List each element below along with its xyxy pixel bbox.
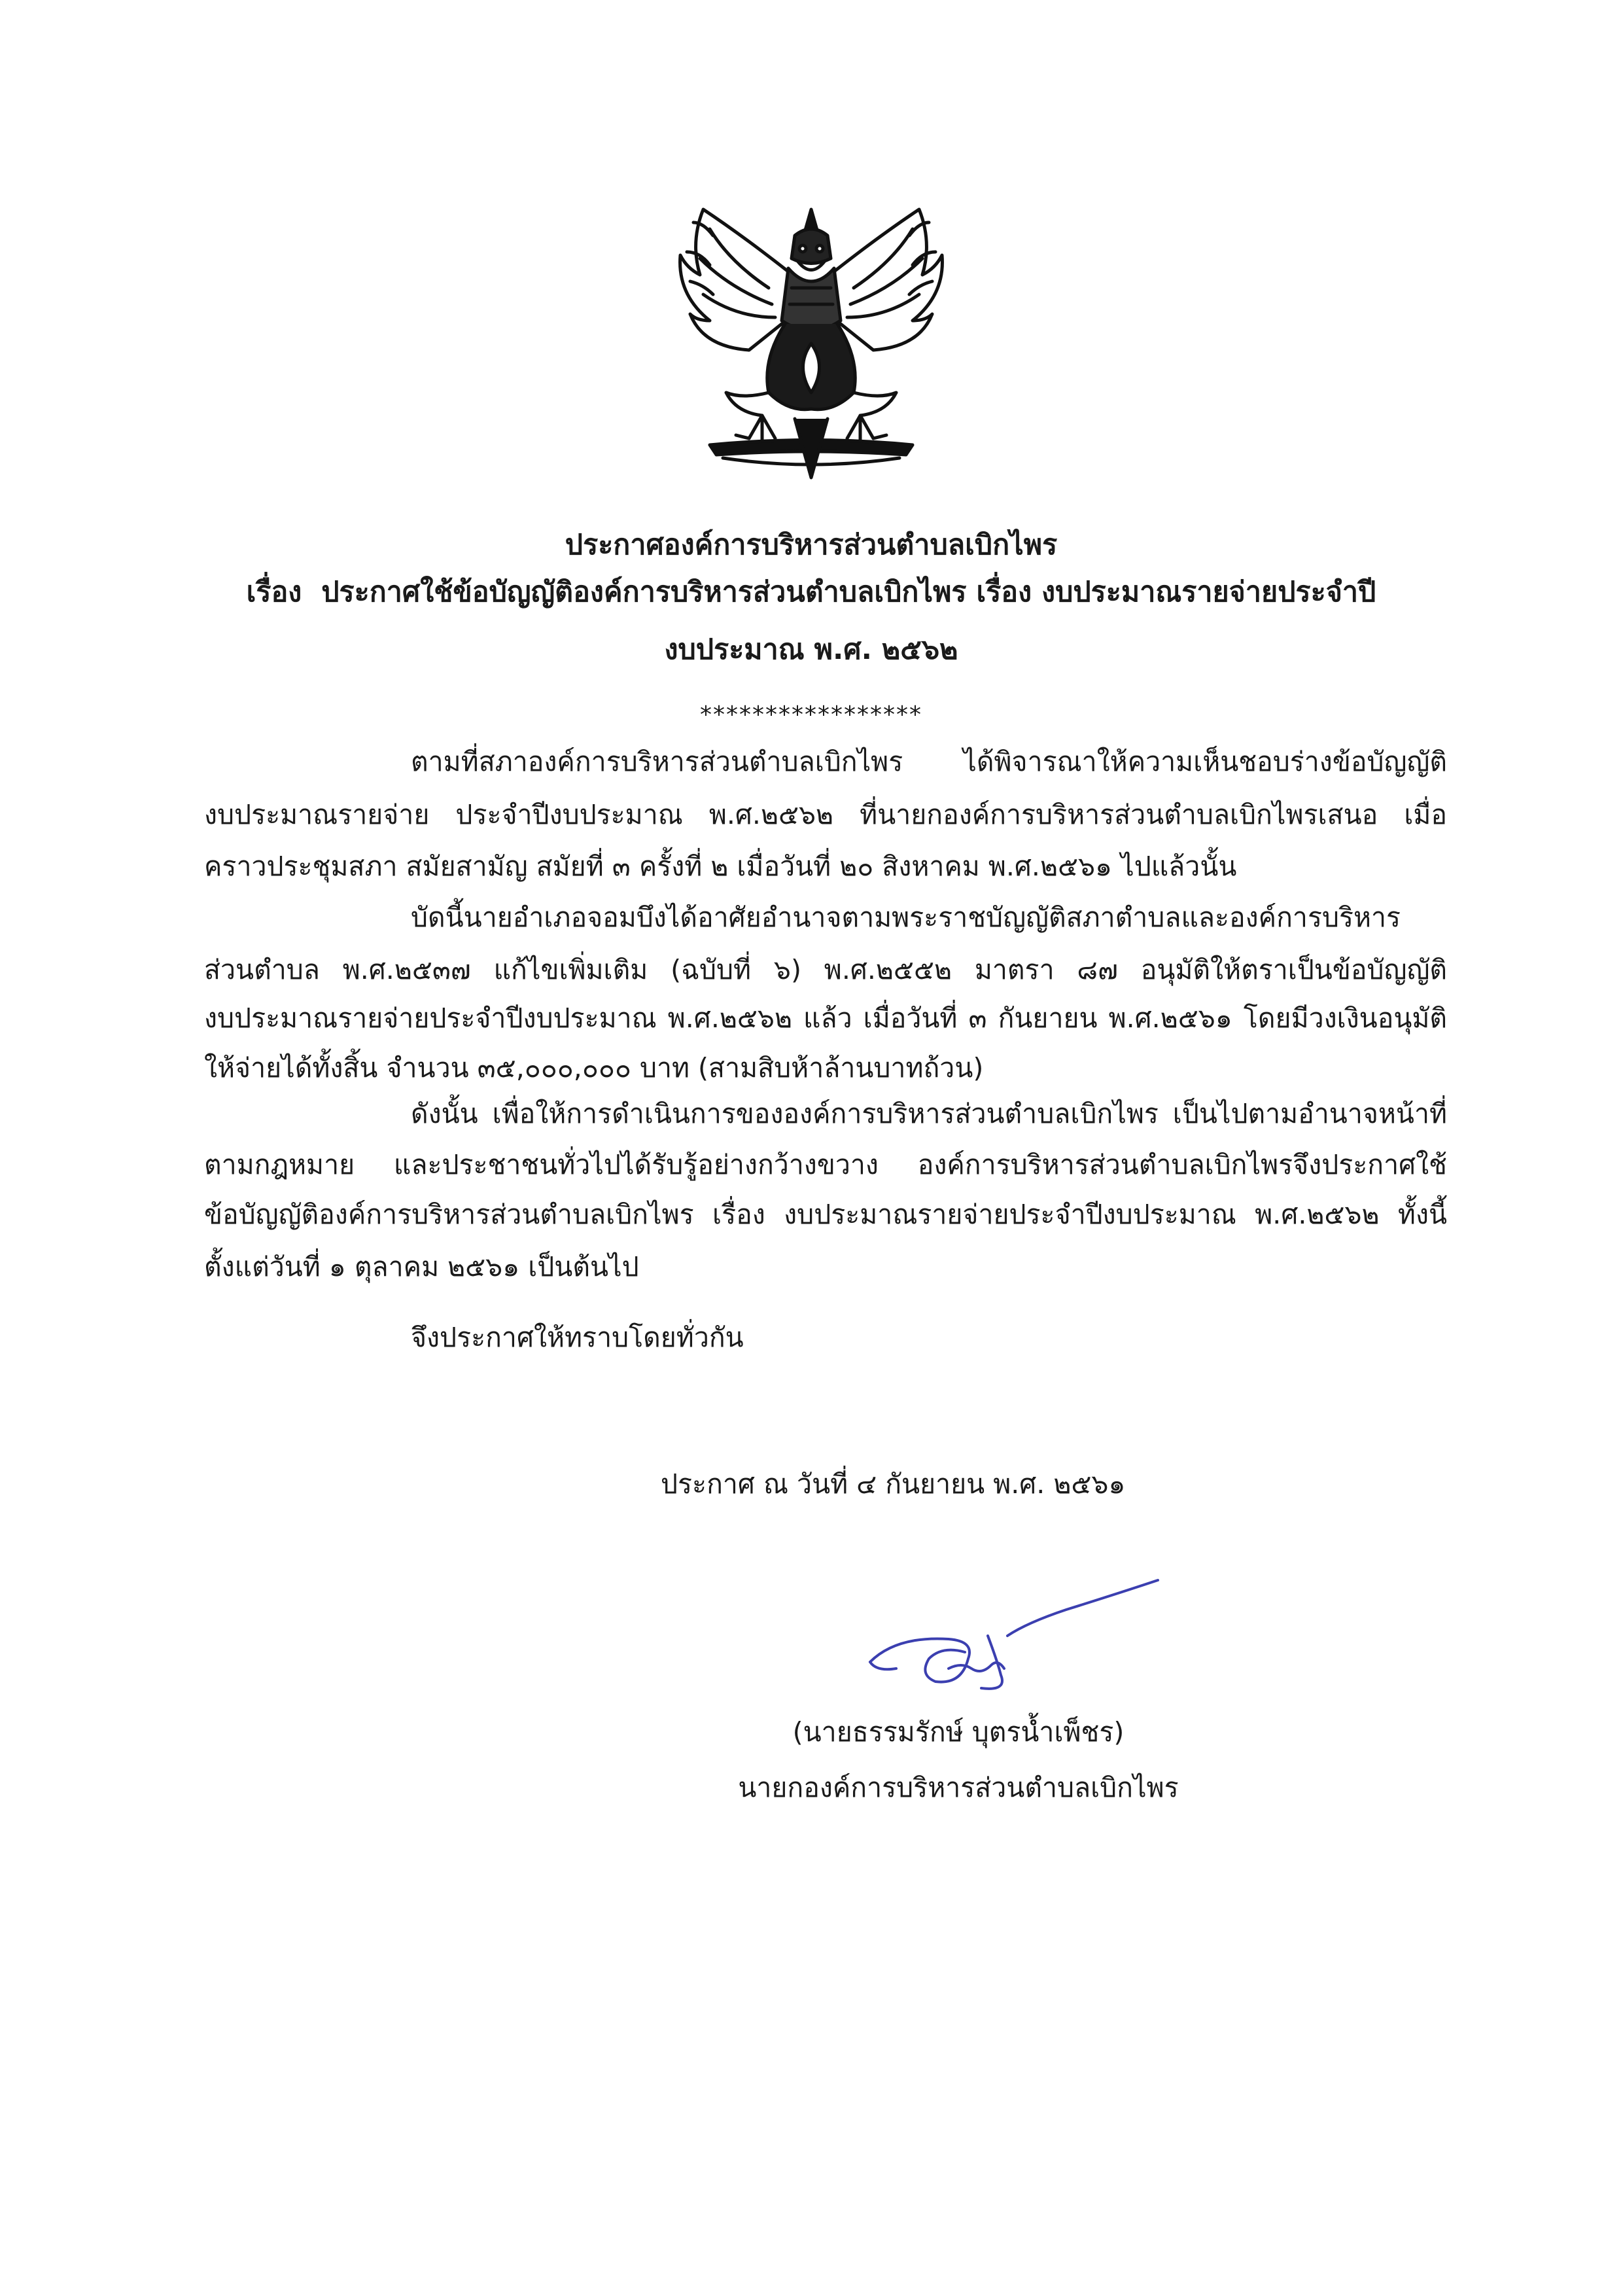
body-line: ตั้งแต่วันที่ ๑ ตุลาคม ๒๕๖๑ เป็นต้นไป — [204, 1251, 639, 1282]
body-line: ตามกฎหมาย และประชาชนทั่วไปได้รับรู้อย่างกว้างขวาง องค์การบริหารส่วนตำบลเบิกไพรจึงประกาศใช้ — [204, 1149, 1447, 1180]
subject-text: ประกาศใช้ข้อบัญญัติองค์การบริหารส่วนตำบลเบิกไพร เรื่อง งบประมาณรายจ่ายประจำปี — [321, 576, 1376, 609]
body-line: คราวประชุมสภา สมัยสามัญ สมัยที่ ๓ ครั้งที่ ๒ เมื่อวันที่ ๒๐ สิงหาคม พ.ศ.๒๕๖๑ ไปแล้วนั้น — [204, 851, 1237, 882]
announcement-title: ประกาศองค์การบริหารส่วนตำบลเบิกไพร — [565, 529, 1058, 561]
body-line: ส่วนตำบล พ.ศ.๒๕๓๗ แก้ไขเพิ่มเติม (ฉบับที่ ๖) พ.ศ.๒๕๕๒ มาตรา ๘๗ อนุมัติให้ตราเป็นข้อบัญญัติ — [204, 954, 1447, 985]
subject-label: เรื่อง — [246, 576, 302, 609]
signer-position: นายกองค์การบริหารส่วนตำบลเบิกไพร — [738, 1772, 1179, 1803]
signer-name: (นายธรรมรักษ์ บุตรน้ำเพ็ชร) — [792, 1716, 1125, 1748]
separator: ***************** — [700, 701, 922, 728]
body-line: งบประมาณรายจ่ายประจำปีงบประมาณ พ.ศ.๒๕๖๒ แล้ว เมื่อวันที่ ๓ กันยายน พ.ศ.๒๕๖๑ โดยมีวงเงินอนุมัติ — [204, 1002, 1447, 1034]
announcement-subject — [196, 576, 1426, 610]
announcement-subject-line2: งบประมาณ พ.ศ. ๒๕๖๒ — [664, 633, 958, 666]
announcement-date: ประกาศ ณ วันที่ ๔ กันยายน พ.ศ. ๒๕๖๑ — [661, 1468, 1126, 1500]
body-line: ให้จ่ายได้ทั้งสิ้น จำนวน ๓๕,๐๐๐,๐๐๐ บาท (สามสิบห้าล้านบาทถ้วน) — [204, 1052, 984, 1084]
body-line: ข้อบัญญัติองค์การบริหารส่วนตำบลเบิกไพร เรื่อง งบประมาณรายจ่ายประจำปีงบประมาณ พ.ศ.๒๕๖๒ ทั้งนี้ — [204, 1199, 1447, 1230]
garuda-emblem-icon — [664, 196, 958, 487]
handwritten-signature-icon — [857, 1570, 1171, 1708]
closing-statement: จึงประกาศให้ทราบโดยทั่วกัน — [411, 1322, 744, 1353]
body-line: บัดนี้นายอำเภอจอมบึงได้อาศัยอำนาจตามพระราชบัญญัติสภาตำบลและองค์การบริหาร — [411, 902, 1401, 933]
body-line: งบประมาณรายจ่าย ประจำปีงบประมาณ พ.ศ.๒๕๖๒ ที่นายกองค์การบริหารส่วนตำบลเบิกไพรเสนอ เมื่อ — [204, 799, 1447, 830]
body-line: ดังนั้น เพื่อให้การดำเนินการขององค์การบริหารส่วนตำบลเบิกไพร เป็นไปตามอำนาจหน้าที่ — [411, 1098, 1447, 1129]
body-line: ตามที่สภาองค์การบริหารส่วนตำบลเบิกไพร ได้พิจารณาให้ความเห็นชอบร่างข้อบัญญัติ — [411, 746, 1447, 777]
